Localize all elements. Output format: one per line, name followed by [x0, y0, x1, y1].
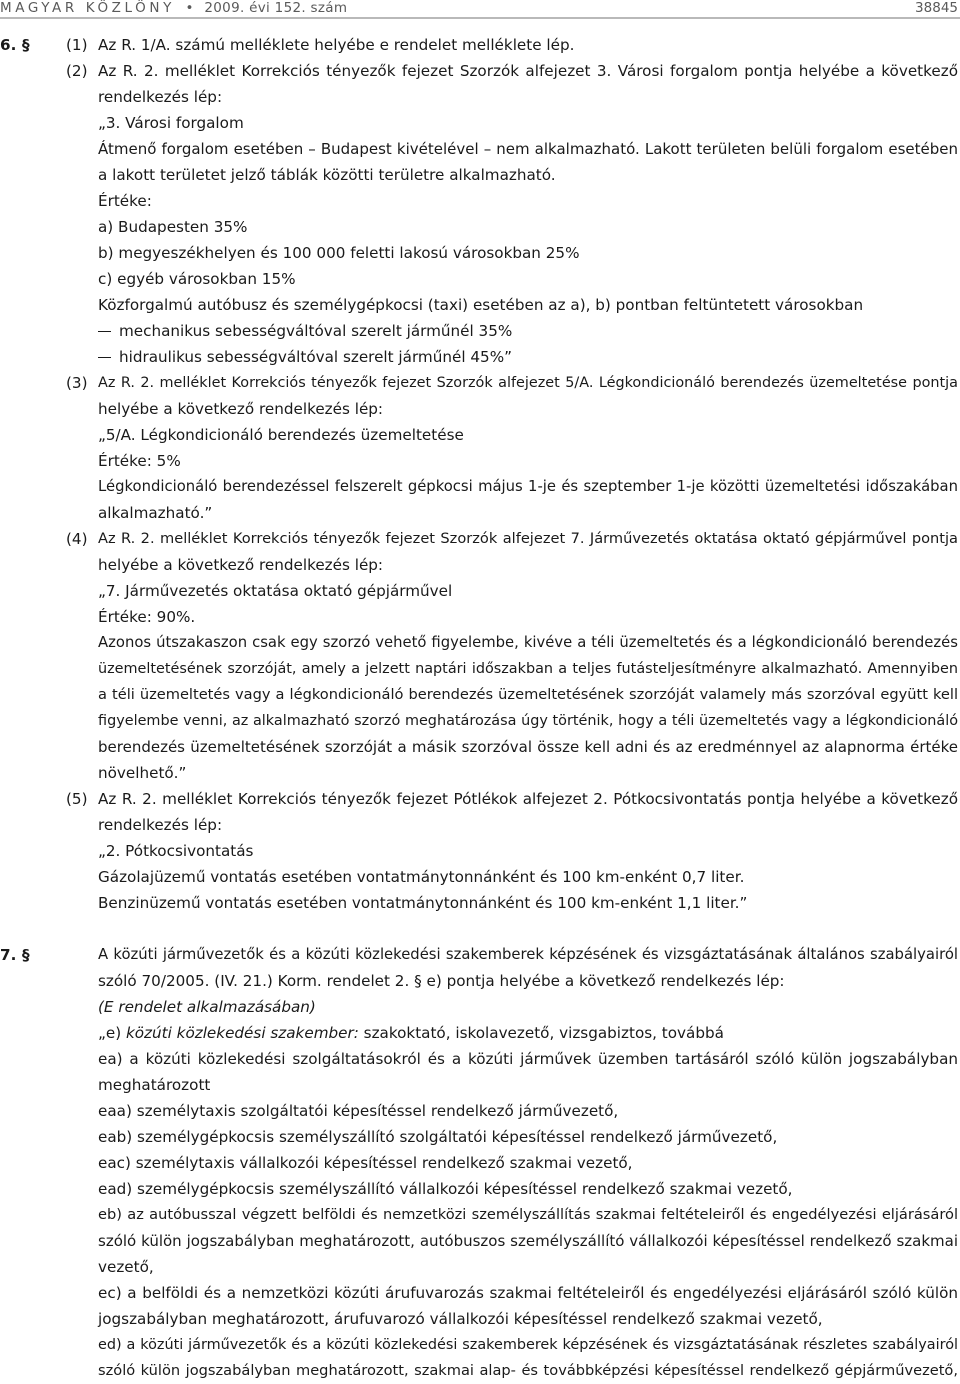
header-rule: [0, 17, 960, 19]
list-item: ea) a közúti közlekedési szolgáltatásokról és a közúti járművek üzemben tartásáról szóló külön jogszabályban: [98, 1050, 958, 1068]
list-item: szóló külön jogszabályban meghatározott, szakmai alap- és továbbképzési képesítéssel rendelkező gépjárművezető,: [98, 1362, 958, 1379]
dash-item-text: mechanikus sebességváltóval szerelt járműnél 35%: [119, 322, 513, 340]
paragraph-number: (3): [66, 374, 88, 392]
list-item: meghatározott: [98, 1076, 211, 1094]
dash-item: [98, 344, 512, 370]
section-symbol: §: [22, 36, 30, 54]
quote-title: „5/A. Légkondicionáló berendezés üzemeltetése: [98, 426, 464, 444]
quote-text: Értéke: 5%: [98, 452, 181, 470]
paragraph-number: (1): [66, 36, 88, 54]
list-item: ec) a belföldi és a nemzetközi közúti árufuvarozás szakmai feltételeiről és engedélyezési eljárásáról szóló külön: [98, 1284, 958, 1302]
list-item: ead) személygépkocsis személyszállító vállalkozói képesítéssel rendelkező szakmai vezető,: [98, 1180, 793, 1198]
page-number: 38845: [915, 0, 958, 16]
header-bullet: •: [185, 0, 194, 16]
list-item: eaa) személytaxis szolgáltatói képesítéssel rendelkező járművezető,: [98, 1102, 619, 1120]
page-header: [0, 0, 960, 17]
quote-text: növelhető.”: [98, 764, 187, 782]
dash-item: [98, 318, 512, 344]
quote-text: üzemeltetésének szorzóját, amely a jelzett naptári időszakban a teljes futásteljesítményre alkalmazható. Amennyiben: [98, 661, 958, 677]
header-journal: [0, 0, 347, 16]
dash-item-text: hidraulikus sebességváltóval szerelt járműnél 45%”: [119, 348, 512, 366]
paragraph-text: helyébe a következő rendelkezés lép:: [98, 556, 384, 574]
list-item: b) megyeszékhelyen és 100 000 feletti lakosú városokban 25%: [98, 244, 580, 262]
list-item: a) Budapesten 35%: [98, 218, 248, 236]
paragraph-text: Az R. 2. melléklet Korrekciós tényezők fejezet Pótlékok alfejezet 2. Pótkocsivontatás pontja helyébe a következő: [98, 790, 958, 808]
quote-text: Azonos útszakaszon csak egy szorzó vehető figyelembe, kivéve a téli üzemeltetés és a légkondicionáló berendezés: [98, 634, 958, 651]
issue-label: 2009. évi 152. szám: [204, 0, 348, 16]
definition-prefix: „e): [98, 1024, 126, 1042]
paragraph-number: (5): [66, 790, 88, 808]
list-item: szóló külön jogszabályban meghatározott, autóbuszos személyszállító vállalkozói képesítéssel rendelkező szakmai: [98, 1232, 958, 1250]
paragraph-text: Az R. 2. melléklet Korrekciós tényezők fejezet Szorzók alfejezet 3. Városi forgalom pontja helyébe a következő: [98, 62, 958, 80]
paragraph-text: helyébe a következő rendelkezés lép:: [98, 400, 384, 418]
paragraph-text: szóló 70/2005. (IV. 21.) Korm. rendelet 2. § e) pontja helyébe a következő rendelkezés lép:: [98, 972, 785, 990]
journal-title: MAGYAR KÖZLÖNY: [0, 0, 175, 16]
quote-text: Közforgalmú autóbusz és személygépkocsi (taxi) esetében az a), b) pontban feltüntetett városokban: [98, 296, 864, 314]
paragraph-text: Az R. 2. melléklet Korrekciós tényezők fejezet Szorzók alfejezet 7. Járművezetés oktatása oktató gépjárművel pontja: [98, 530, 958, 547]
definition-text: szakoktató, iskolavezető, vizsgabiztos, továbbá: [358, 1024, 724, 1042]
list-item: jogszabályban meghatározott, árufuvarozó vállalkozói képesítéssel rendelkező szakmai vezető,: [98, 1310, 823, 1328]
section-symbol: §: [22, 946, 30, 964]
list-item: c) egyéb városokban 15%: [98, 270, 296, 288]
quote-text: Értéke: 90%.: [98, 608, 196, 626]
quote-title: „7. Járművezetés oktatása oktató gépjárművel: [98, 582, 453, 600]
quote-title: „2. Pótkocsivontatás: [98, 842, 254, 860]
quote-title: „3. Városi forgalom: [98, 114, 244, 132]
italic-note: (E rendelet alkalmazásában): [98, 998, 316, 1016]
list-item: eab) személygépkocsis személyszállító szolgáltatói képesítéssel rendelkező járművezető,: [98, 1128, 778, 1146]
quote-text: Benzinüzemű vontatás esetében vontatmánytonnánként és 100 km-enként 1,1 liter.”: [98, 894, 748, 912]
paragraph-number: (2): [66, 62, 88, 80]
paragraph-text: A közúti járművezetők és a közúti közlekedési szakemberek képzésének és vizsgáztatásának általános szabályairól: [98, 946, 958, 963]
paragraph-text: Az R. 2. melléklet Korrekciós tényezők fejezet Szorzók alfejezet 5/A. Légkondicionáló berendezés üzemeltetése pontja: [98, 375, 958, 391]
paragraph-text: rendelkezés lép:: [98, 88, 223, 106]
quote-text: Átmenő forgalom esetében – Budapest kivételével – nem alkalmazható. Lakott területen belüli forgalom esetében: [98, 140, 958, 158]
quote-text: Légkondicionáló berendezéssel felszerelt gépkocsi május 1-je és szeptember 1-je közötti üzemeltetési időszakában: [98, 478, 958, 495]
section-number: 6.: [0, 36, 17, 54]
paragraph-number: (4): [66, 530, 88, 548]
paragraph-text: Az R. 1/A. számú melléklete helyébe e rendelet melléklete lép.: [98, 36, 575, 54]
quote-text: berendezés üzemeltetésének szorzóját a másik szorzóval össze kell adni és az eredménnyel az alapnorma értéke: [98, 738, 958, 756]
quote-text: a téli üzemeltetés vagy a légkondicionáló berendezés üzemeltetésének szorzóját valamely más szorzóval együtt kell: [98, 686, 958, 703]
paragraph-text: rendelkezés lép:: [98, 816, 223, 834]
definition-line: [98, 1020, 724, 1046]
list-item: eac) személytaxis vállalkozói képesítéssel rendelkező szakmai vezető,: [98, 1154, 633, 1172]
list-item: vezető,: [98, 1258, 154, 1276]
definition-term: közúti közlekedési szakember:: [125, 1024, 359, 1042]
section-number: 7.: [0, 946, 17, 964]
quote-text: alkalmazható.”: [98, 504, 213, 522]
quote-text: Gázolajüzemű vontatás esetében vontatmánytonnánként és 100 km-enként 0,7 liter.: [98, 868, 745, 886]
quote-text: a lakott területet jelző táblák közötti területre alkalmazható.: [98, 166, 556, 184]
list-item: ed) a közúti járművezetők és a közúti közlekedési szakemberek képzésének és vizsgáztatásának részletes szabályairól: [98, 1337, 958, 1353]
quote-text: figyelembe venni, az alkalmazható szorzó meghatározása úgy történik, hogy a téli üzemeltetés vagy a légkondicionáló: [98, 713, 958, 729]
quote-text: Értéke:: [98, 192, 152, 210]
list-item: eb) az autóbusszal végzett belföldi és nemzetközi személyszállítás szakmai feltételeiről és engedélyezési eljárásáról: [98, 1206, 958, 1223]
